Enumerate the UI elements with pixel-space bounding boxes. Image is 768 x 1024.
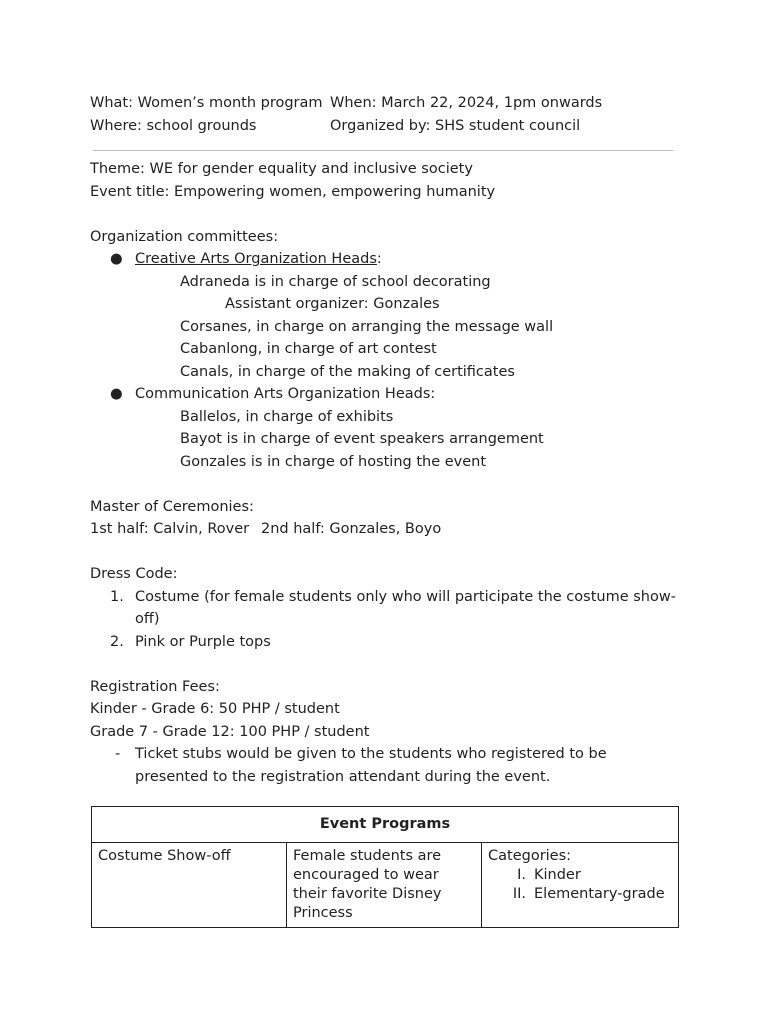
creative-item: Adraneda is in charge of school decorating: [180, 273, 491, 290]
mc-heading: Master of Ceremonies:: [90, 498, 254, 515]
organized-field: Organized by: SHS student council: [330, 117, 581, 134]
theme-line: Theme: WE for gender equality and inclusive society: [90, 161, 473, 177]
communication-item: Gonzales is in charge of hosting the event: [180, 453, 487, 470]
event-programs-table: [91, 806, 679, 928]
creative-item: Canals, in charge of the making of certificates: [180, 363, 515, 380]
category-item: II. Elementary-grade: [512, 886, 665, 902]
creative-arts-link[interactable]: Creative Arts Organization Heads: [135, 251, 377, 267]
document-body: [90, 158, 680, 788]
program-name: Costume Show-off: [92, 843, 287, 928]
table-row: [92, 843, 679, 928]
creative-arts-heading: ● Creative Arts Organization Heads:: [90, 248, 680, 271]
where-field: Where: school grounds: [90, 117, 257, 134]
header-divider: [93, 150, 673, 151]
fee-kinder: Kinder - Grade 6: 50 PHP / student: [90, 701, 340, 717]
when-field: When: March 22, 2024, 1pm onwards: [330, 95, 603, 111]
bullet-icon: ●: [110, 386, 123, 402]
communication-arts-heading: ● Communication Arts Organization Heads:: [90, 383, 680, 406]
fees-note: - Ticket stubs would be given to the students who registered to be presented to the registration attendant during the event.: [115, 746, 607, 785]
creative-item: Cabanlong, in charge of art contest: [180, 341, 437, 357]
category-item: I. Kinder: [517, 867, 581, 883]
creative-item: Assistant organizer: Gonzales: [225, 296, 440, 312]
mc-first-half: 1st half: Calvin, Rover: [90, 521, 250, 537]
bullet-icon: ●: [110, 251, 123, 267]
what-field: What: Women’s month program: [90, 95, 323, 111]
table-title: Event Programs: [92, 807, 679, 843]
fees-heading: Registration Fees:: [90, 678, 220, 695]
program-categories: Categories: I. Kinder II. Elementary-grade: [482, 843, 679, 928]
communication-item: Bayot is in charge of event speakers arrangement: [180, 431, 544, 447]
communication-item: Ballelos, in charge of exhibits: [180, 408, 394, 425]
mc-second-half: 2nd half: Gonzales, Boyo: [261, 521, 442, 537]
dress-code-item: 2. Pink or Purple tops: [110, 633, 271, 650]
creative-item: Corsanes, in charge on arranging the message wall: [180, 318, 554, 335]
dress-code-heading: Dress Code:: [90, 566, 178, 582]
event-title-line: Event title: Empowering women, empowering humanity: [90, 183, 496, 200]
committees-heading: Organization committees:: [90, 228, 279, 245]
program-description: Female students are encouraged to wear their favorite Disney Princess: [287, 843, 482, 928]
event-header: [90, 92, 680, 137]
dress-code-item: 1. Costume (for female students only who will participate the costume show-off): [110, 588, 676, 627]
fee-grade7: Grade 7 - Grade 12: 100 PHP / student: [90, 723, 370, 740]
